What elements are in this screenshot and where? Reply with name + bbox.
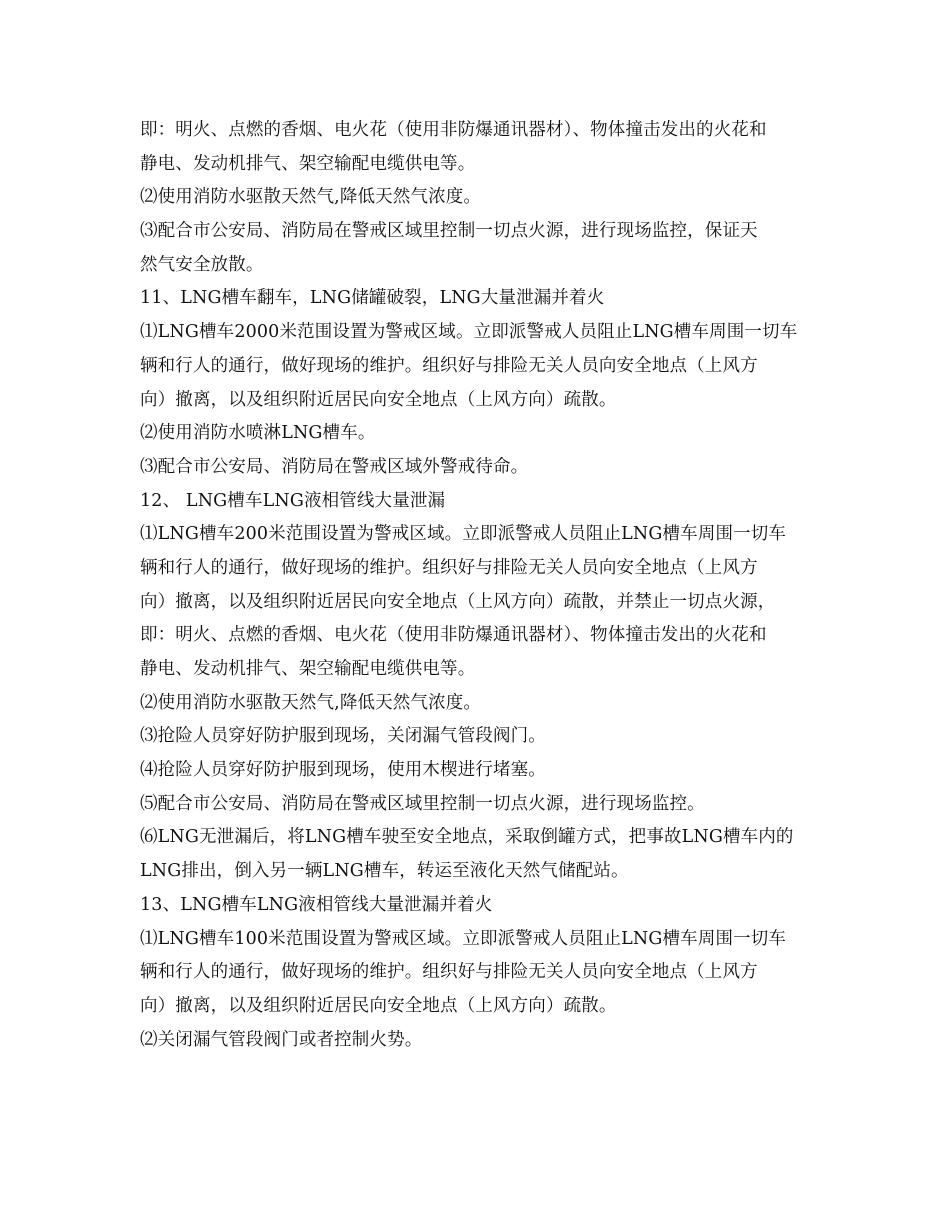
list-item: ⑵使用消防水喷淋LNG槽车。 (140, 423, 376, 444)
list-item: ⑵关闭漏气管段阀门或者控制火势。 (140, 1029, 423, 1050)
list-item: ⑴LNG槽车200米范围设置为警戒区域。立即派警戒人员阻止LNG槽车周围一切车 (140, 524, 787, 545)
text-line: 然气安全放散。 (140, 254, 264, 275)
text-line: LNG排出，倒入另一辆LNG槽车，转运至液化天然气储配站。 (140, 861, 629, 882)
text-line: 即：明火、点燃的香烟、电火花（使用非防爆通讯器材）、物体撞击发出的火花和 (140, 120, 767, 140)
list-item: ⑴LNG槽车2000米范围设置为警戒区域。立即派警戒人员阻止LNG槽车周围一切车 (140, 322, 798, 343)
list-item: ⑹LNG无泄漏后，将LNG槽车驶至安全地点，采取倒罐方式，把事故LNG槽车内的 (140, 827, 794, 848)
text-line: 辆和行人的通行，做好现场的维护。组织好与排险无关人员向安全地点（上风方 (140, 557, 758, 578)
text-line: 向）撤离，以及组织附近居民向安全地点（上风方向）疏散。 (140, 995, 617, 1016)
section-heading-12: 12、 LNG槽车LNG液相管线大量泄漏 (140, 490, 446, 511)
section-heading-13: 13、LNG槽车LNG液相管线大量泄漏并着火 (140, 894, 493, 915)
list-item: ⑸配合市公安局、消防局在警戒区域里控制一切点火源，进行现场监控。 (140, 793, 705, 814)
section-heading-11: 11、LNG槽车翻车，LNG储罐破裂，LNG大量泄漏并着火 (140, 288, 605, 309)
text-line: 辆和行人的通行，做好现场的维护。组织好与排险无关人员向安全地点（上风方 (140, 355, 758, 376)
text-line: 向）撤离，以及组织附近居民向安全地点（上风方向）疏散，并禁止一切点火源， (140, 591, 776, 612)
list-item: ⑶配合市公安局、消防局在警戒区域里控制一切点火源，进行现场监控，保证天 (140, 221, 758, 242)
text-line: 辆和行人的通行，做好现场的维护。组织好与排险无关人员向安全地点（上风方 (140, 962, 758, 983)
list-item: ⑴LNG槽车100米范围设置为警戒区域。立即派警戒人员阻止LNG槽车周围一切车 (140, 928, 787, 949)
list-item: ⑶配合市公安局、消防局在警戒区域外警戒待命。 (140, 456, 529, 477)
text-line: 静电、发动机排气、架空输配电缆供电等。 (140, 153, 476, 174)
text-line: 向）撤离，以及组织附近居民向安全地点（上风方向）疏散。 (140, 389, 617, 410)
list-item: ⑷抢险人员穿好防护服到现场，使用木楔进行堵塞。 (140, 760, 546, 781)
text-line: 即：明火、点燃的香烟、电火花（使用非防爆通讯器材）、物体撞击发出的火花和 (140, 625, 767, 646)
text-line: 静电、发动机排气、架空输配电缆供电等。 (140, 659, 476, 679)
document-body (140, 114, 812, 1057)
list-item: ⑵使用消防水驱散天然气,降低天然气浓度。 (140, 187, 482, 208)
list-item: ⑵使用消防水驱散天然气,降低天然气浓度。 (140, 692, 482, 713)
list-item: ⑶抢险人员穿好防护服到现场，关闭漏气管段阀门。 (140, 726, 546, 747)
